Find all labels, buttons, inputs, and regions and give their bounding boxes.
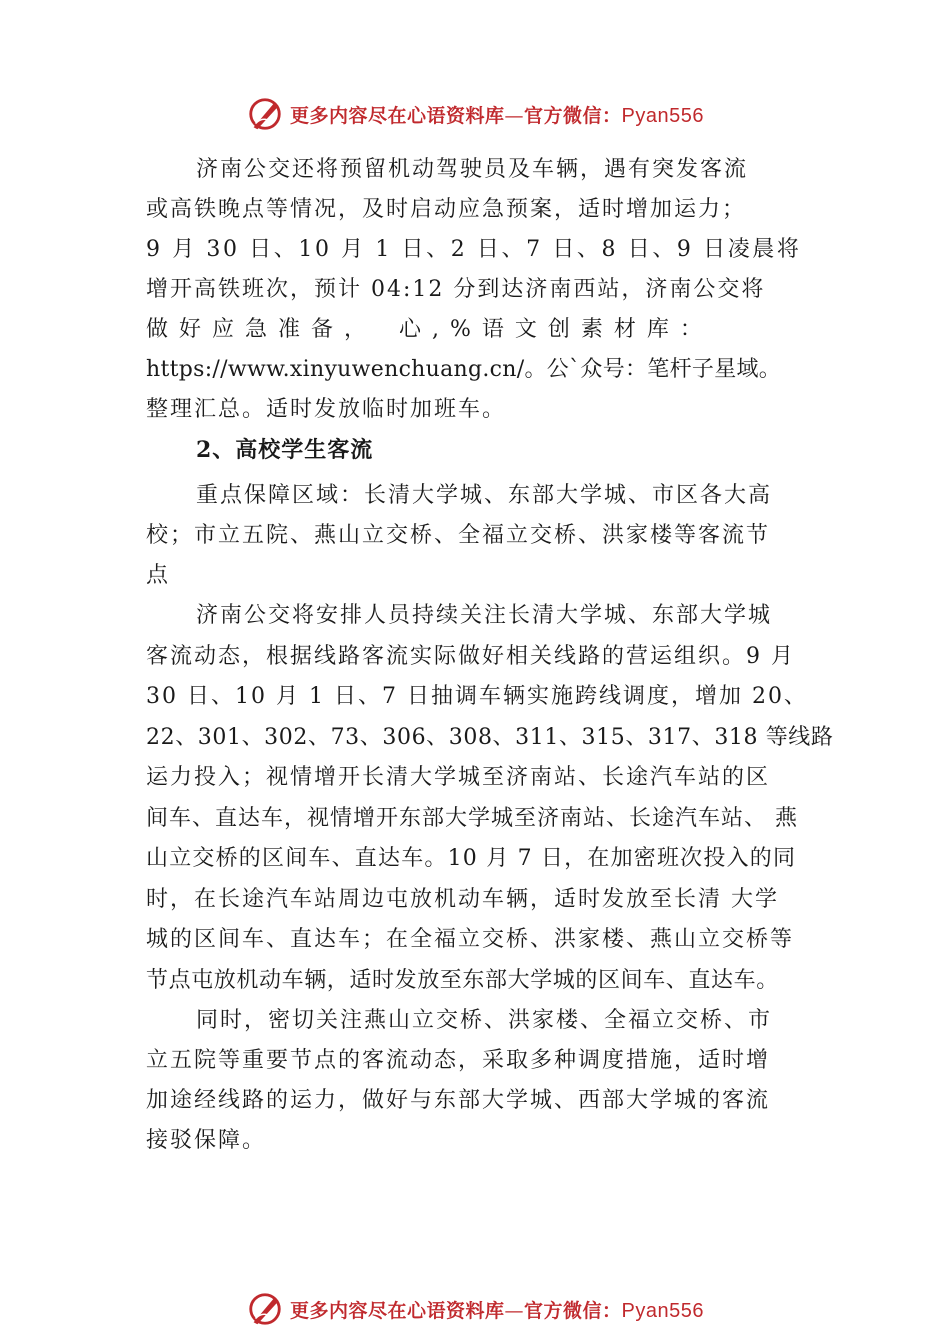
quill-pen-seal-icon — [246, 1290, 284, 1328]
section-heading-student-flow: 2、高校学生客流 — [196, 437, 374, 463]
document-body — [146, 150, 834, 1161]
paragraph-emergency-reserve: 济南公交还将预留机动驾驶员及车辆，遇有突发客流 或高铁晚点等情况，及时启动应急预案，适时增加运力； 9 月 30 日、10 月 1 日、2 日、7 日、8 日、9 日凌晨将 增开高铁班次，预计 04:12 分到达济南西站，济南公交将 做好应急准备， 心,%语文创素材库： https://www.xinyuwenchuang.cn/。公`众号：笔杆子星域。 整理汇总。适时发放临时加班车。 — [146, 157, 802, 422]
header-banner-text: 更多内容尽在心语资料库—官方微信：Pyan556 — [290, 104, 704, 127]
quill-pen-seal-icon — [246, 95, 284, 133]
footer-banner — [0, 1289, 950, 1329]
paragraph-key-areas: 重点保障区域：长清大学城、东部大学城、市区各大高 校；市立五院、燕山立交桥、全福立交桥、洪家楼等客流节 点 — [146, 483, 773, 588]
footer-banner-text: 更多内容尽在心语资料库—官方微信：Pyan556 — [290, 1299, 704, 1322]
paragraph-node-monitoring: 同时，密切关注燕山立交桥、洪家楼、全福立交桥、市 立五院等重要节点的客流动态，采取多种调度措施，适时增 加途经线路的运力，做好与东部大学城、西部大学城的客流 接驳保障。 — [146, 1008, 773, 1153]
paragraph-bus-dispatch: 济南公交将安排人员持续关注长清大学城、东部大学城 客流动态，根据线路客流实际做好相关线路的营运组织。9 月 30 日、10 月 1 日、7 日抽调车辆实施跨线调度，增加 20、 22、301、302、73、306、308、311、315、317、318 等线路 运力投入；视情增开长清大学城至济南站、长途汽车站的区 间车、直达车，视情增开东部大学城至济南站、长途汽车站、 燕 山立交桥的区间车、直达车。10 月 7 日，在加密班次投入的同 时，在长途汽车站周边屯放机动车辆，适时发放至长清 大学 城的区间车、直达车；在全福立交桥、洪家楼、燕山立交桥等 节点屯放机动车辆，适时发放至东部大学城的区间车、直达车。 — [146, 603, 834, 993]
header-banner — [0, 94, 950, 134]
